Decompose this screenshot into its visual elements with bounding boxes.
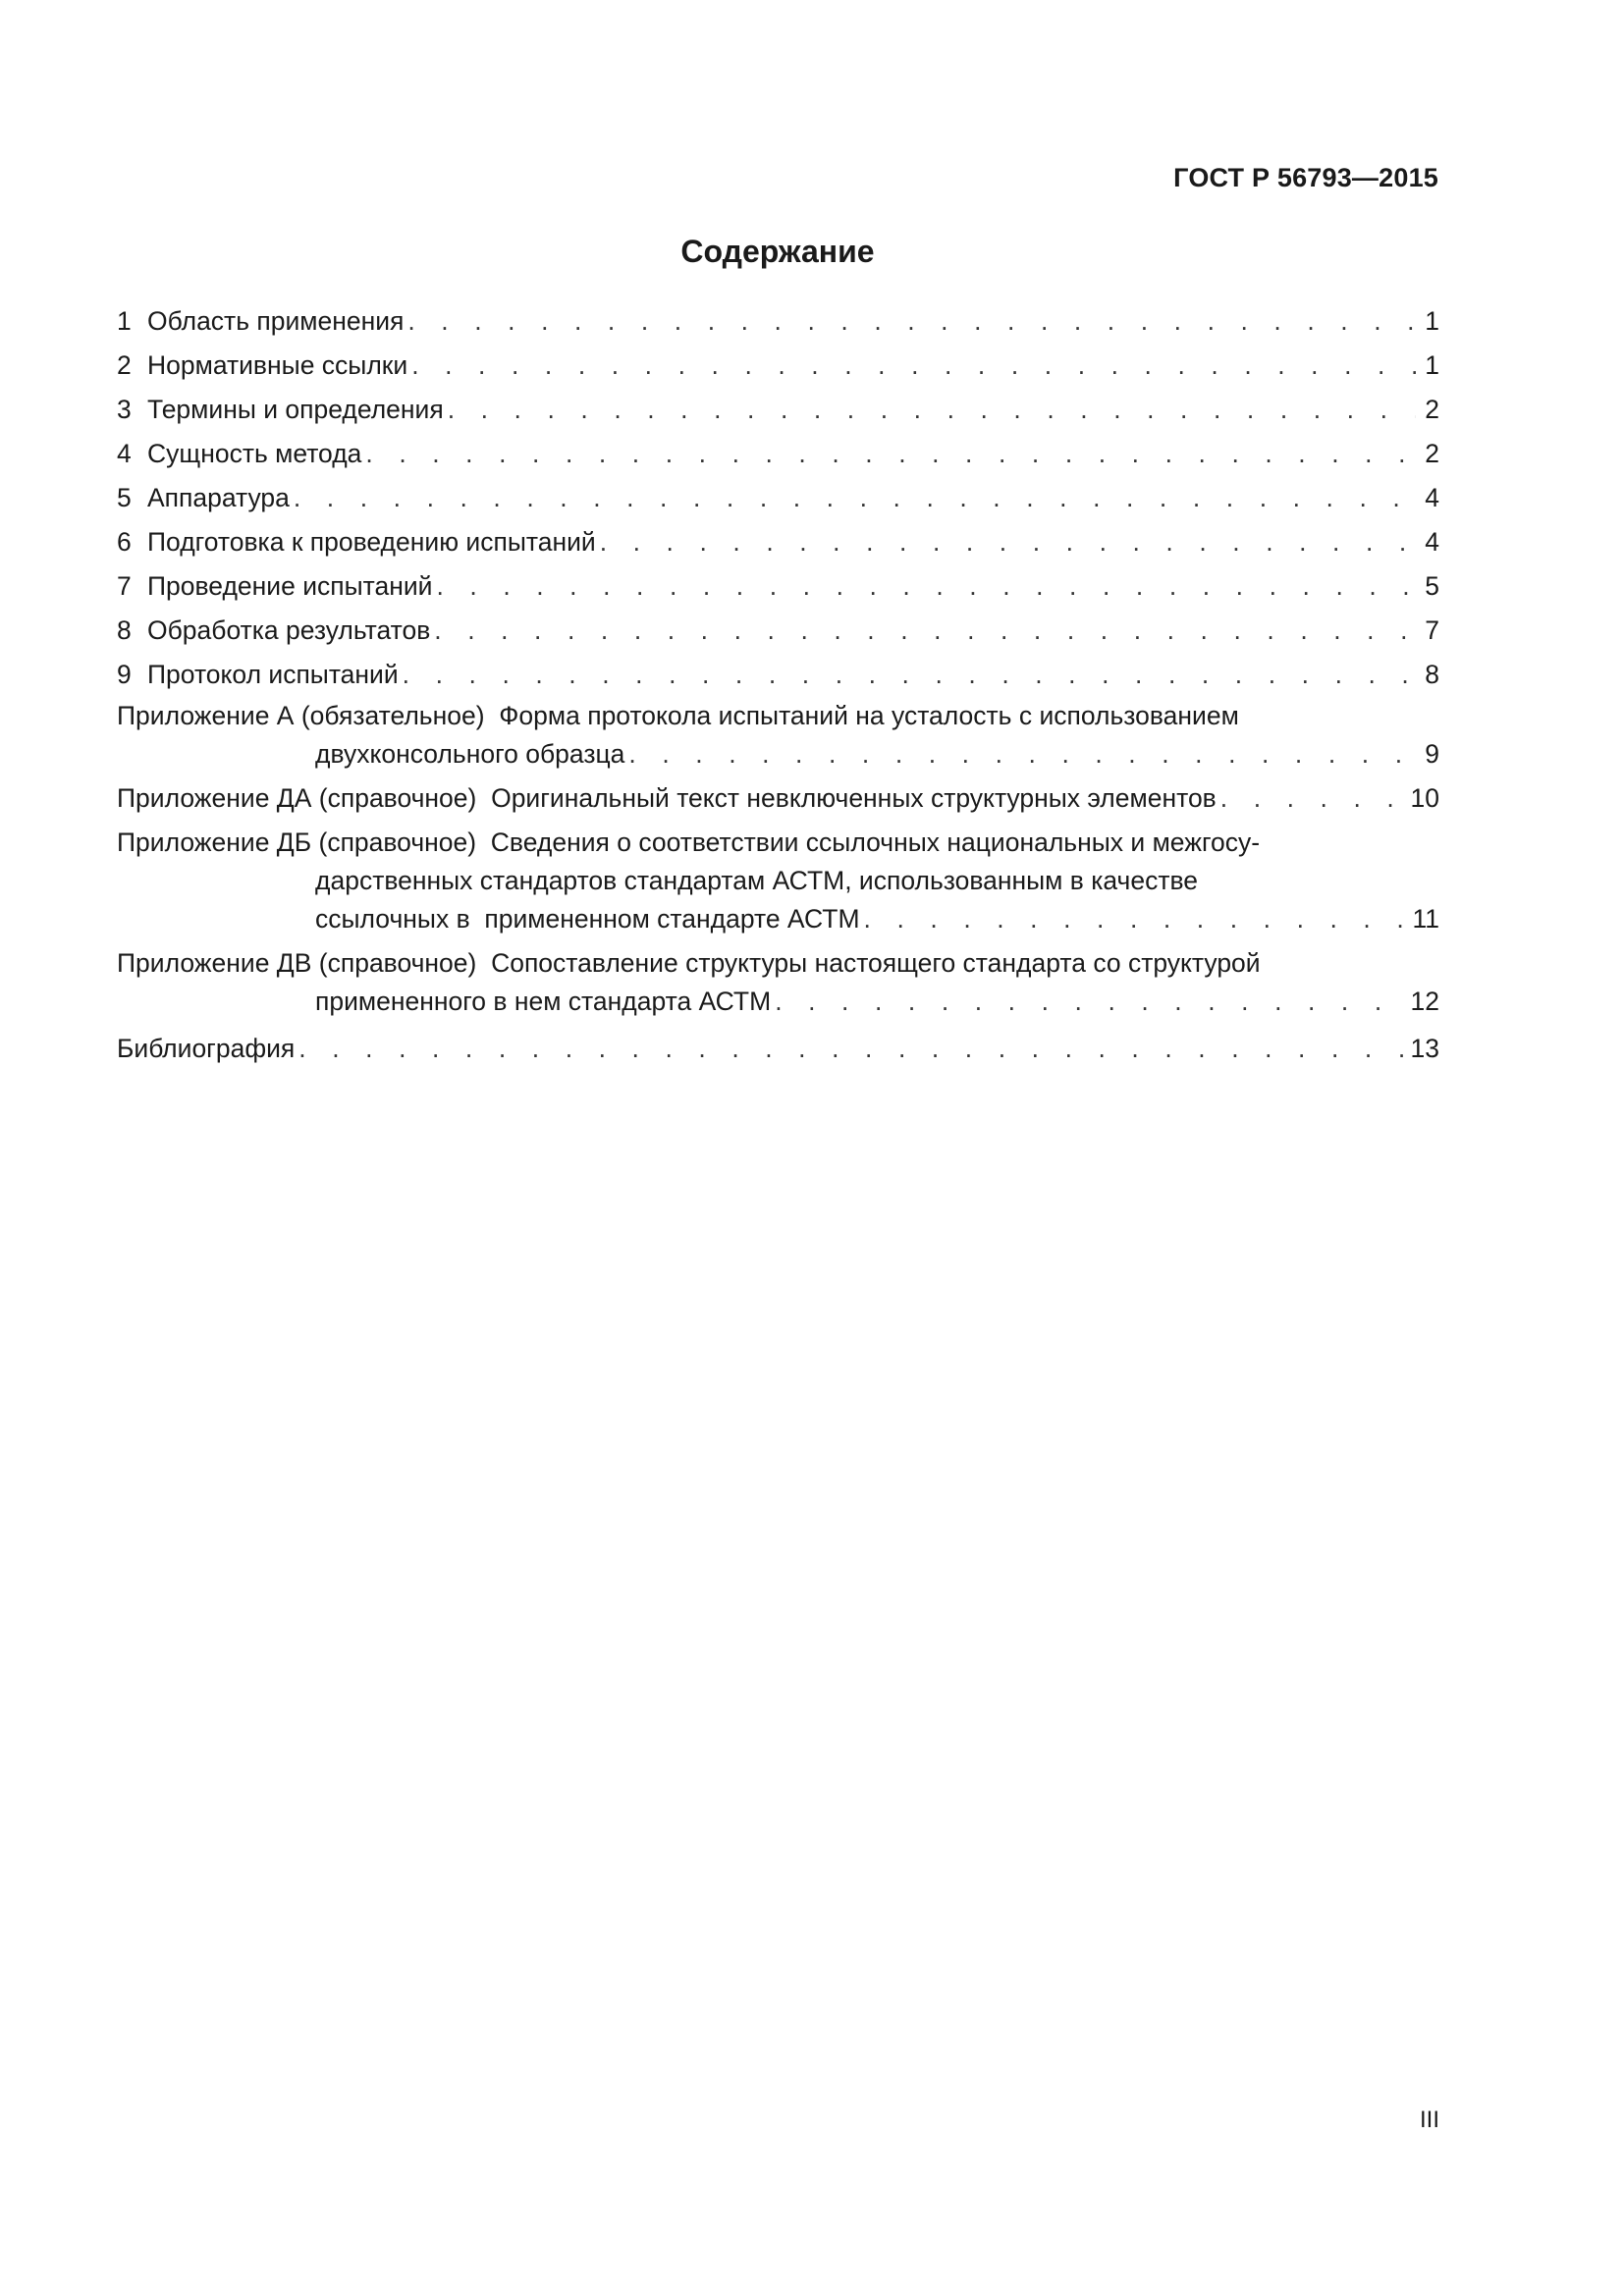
toc-entry-page: 5 [1425, 571, 1439, 601]
toc-appendix-line [117, 944, 1439, 983]
toc-appendix-da[interactable] [117, 779, 1439, 818]
toc-entry-page: 9 [1425, 739, 1439, 769]
toc-entry-page: 12 [1410, 987, 1439, 1016]
toc-entry-5[interactable] [117, 476, 1439, 520]
toc-entry-6[interactable] [117, 520, 1439, 564]
toc-appendix-text: примененного в нем стандарта АСТМ [315, 987, 772, 1016]
dot-leader [864, 900, 1407, 938]
dot-leader [403, 653, 1416, 697]
toc-entry-page: 7 [1425, 615, 1439, 645]
toc-entry-number: 4 [117, 439, 132, 468]
toc-entry-number: 9 [117, 660, 132, 689]
toc-entry-page: 1 [1425, 350, 1439, 380]
toc-entry-7[interactable] [117, 564, 1439, 609]
dot-leader [434, 609, 1416, 653]
toc-entry-label: Подготовка к проведению испытаний [147, 527, 596, 557]
toc-appendix-text: Приложение ДБ (справочное) Сведения о соответствии ссылочных национальных и межгосу- [117, 828, 1261, 857]
toc-entry-number: 1 [117, 306, 132, 336]
toc-appendix-text: ссылочных в примененном стандарте АСТМ [315, 904, 860, 934]
dot-leader [411, 344, 1416, 388]
toc-entry-bibliography[interactable] [117, 1027, 1439, 1071]
toc-entry-label: Аппаратура [147, 483, 290, 512]
toc-appendix-text: Приложение А (обязательное) Форма протокола испытаний на усталость с использованием [117, 701, 1239, 730]
toc-entry-8[interactable] [117, 609, 1439, 653]
toc-entry-number: 2 [117, 350, 132, 380]
toc-entry-page: 13 [1410, 1034, 1439, 1063]
toc-entry-label: Обработка результатов [147, 615, 431, 645]
toc-entry-page: 4 [1425, 527, 1439, 557]
toc-entry-3[interactable] [117, 388, 1439, 432]
dot-leader [294, 476, 1416, 520]
toc-entry-number: 6 [117, 527, 132, 557]
toc-entry-number: 5 [117, 483, 132, 512]
toc-appendix-text: двухконсольного образца [315, 739, 625, 769]
toc-entry-number: 3 [117, 395, 132, 424]
toc-entry-label: Протокол испытаний [147, 660, 399, 689]
dot-leader [1220, 779, 1405, 818]
toc-appendix-line [117, 697, 1439, 735]
dot-leader [628, 735, 1416, 774]
dot-leader [600, 520, 1416, 564]
toc-entry-label: Сущность метода [147, 439, 362, 468]
toc-appendix-dv[interactable] [117, 944, 1439, 1021]
toc-entry-1[interactable] [117, 299, 1439, 344]
toc-entry-label: Нормативные ссылки [147, 350, 408, 380]
toc-appendix-line [117, 779, 1439, 818]
toc-appendix-line [117, 824, 1439, 862]
toc-entry-page: 10 [1410, 783, 1439, 813]
toc-appendix-a[interactable] [117, 697, 1439, 774]
toc-entry-number: 8 [117, 615, 132, 645]
toc-appendix-text: Приложение ДА (справочное) Оригинальный текст невключенных структурных элементов [117, 783, 1217, 813]
dot-leader [407, 299, 1416, 344]
dot-leader [365, 432, 1416, 476]
standard-code: ГОСТ Р 56793—2015 [1173, 163, 1438, 192]
toc-entry-number: 7 [117, 571, 132, 601]
toc-entry-page: 4 [1425, 483, 1439, 512]
toc-entry-page: 2 [1425, 439, 1439, 468]
toc-appendix-text: дарственных стандартов стандартам АСТМ, использованным в качестве [315, 866, 1198, 895]
toc-appendix-line [117, 735, 1439, 774]
toc-entry-label: Термины и определения [147, 395, 444, 424]
toc-appendix-line [117, 983, 1439, 1021]
dot-leader [775, 983, 1404, 1021]
toc-entry-page: 2 [1425, 395, 1439, 424]
dot-leader [448, 388, 1416, 432]
page-number: III [1419, 2107, 1439, 2133]
toc-entry-label: Область применения [147, 306, 405, 336]
toc-entry-page: 8 [1425, 660, 1439, 689]
toc-entry-page: 1 [1425, 306, 1439, 336]
toc-appendix-line [117, 900, 1439, 938]
toc-entry-4[interactable] [117, 432, 1439, 476]
table-of-contents [117, 299, 1439, 1071]
toc-entry-label: Проведение испытаний [147, 571, 433, 601]
toc-appendix-db[interactable] [117, 824, 1439, 938]
toc-entry-page: 11 [1412, 904, 1439, 934]
toc-entry-label: Библиография [117, 1034, 296, 1063]
toc-entry-9[interactable] [117, 653, 1439, 697]
toc-entry-2[interactable] [117, 344, 1439, 388]
toc-title: Содержание [680, 234, 875, 269]
toc-appendix-text: Приложение ДВ (справочное) Сопоставление структуры настоящего стандарта со структурой [117, 948, 1261, 978]
toc-appendix-line [117, 862, 1439, 900]
dot-leader [436, 564, 1416, 609]
dot-leader [298, 1027, 1404, 1071]
